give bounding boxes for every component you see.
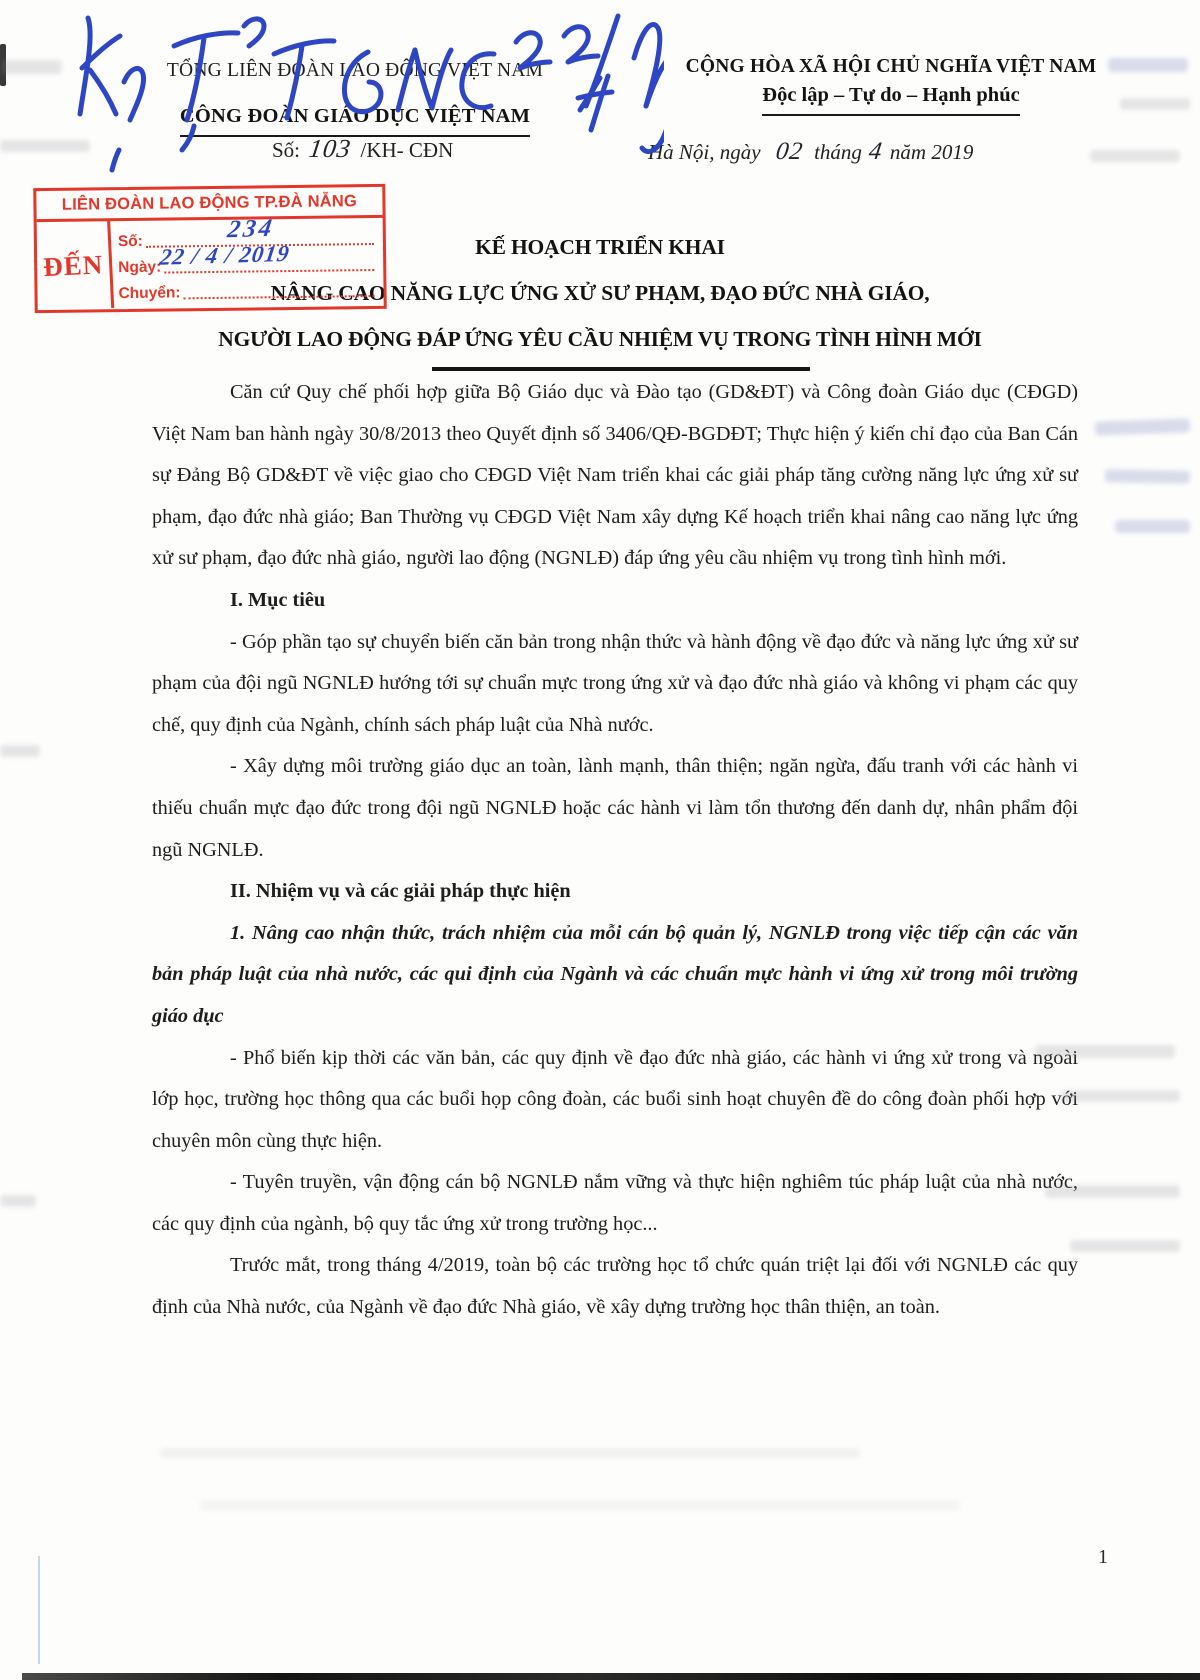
document-body [152,372,1078,1329]
date-prefix: Hà Nội, ngày [648,140,761,164]
incoming-mail-stamp [33,184,387,313]
place-and-date [648,140,973,165]
stamp-ngay-label: Ngày: [118,258,162,277]
date-day-handwritten: 02 [774,138,805,165]
section-2-paragraph-3: Trước mắt, trong tháng 4/2019, toàn bộ các trường học tổ chức quán triệt lại đối với NGNLĐ các quy định của Nhà nước, của Ngành về đạo đức Nhà giáo, về xây dựng trường học thân thiện, an toàn. [152,1254,1078,1319]
handwritten-note-blue-ink [24,2,664,192]
scan-smudge [1060,1090,1180,1102]
scan-smudge [1045,1185,1180,1198]
scan-smudge [0,745,40,757]
scan-smudge [1035,1045,1175,1058]
stamp-org-name: LIÊN ĐOÀN LAO ĐỘNG TP.ĐÀ NẴNG [36,187,382,222]
scan-smudge [200,1500,960,1510]
date-suffix: năm 2019 [889,140,974,164]
national-motto-block [608,56,1174,116]
scan-smudge [1120,98,1190,110]
scan-edge-line [38,1556,40,1664]
national-motto: Độc lập – Tự do – Hạnh phúc [762,84,1019,116]
stamp-den-label: ĐẾN [35,220,114,311]
title-line-3: NGƯỜI LAO ĐỘNG ĐÁP ỨNG YÊU CẦU NHIỆM VỤ TRONG TÌNH HÌNH MỚI [218,327,982,351]
scan-smudge [1090,150,1180,162]
doc-number-suffix: /KH- CĐN [360,138,454,162]
section-2-paragraph-2: - Tuyên truyền, vận động cán bộ NGNLĐ nắm vững và thực hiện nghiêm túc pháp luật của nhà nước, các quy định của ngành, bộ quy tắc ứng xử trong trường học... [152,1171,1078,1235]
doc-number-label: Số: [272,138,301,162]
title-line-1: KẾ HOẠCH TRIỂN KHAI [475,235,725,259]
stamp-so-handwritten: 234 [225,214,277,244]
scan-smudge [1115,520,1190,533]
scan-bottom-strip [22,1673,1200,1680]
dotted-line [183,280,374,299]
stamp-row-chuyen [118,274,375,303]
section-1-paragraph-1: - Góp phần tạo sự chuyển biến căn bản trong nhận thức và hành động về đạo đức và năng lực ứng xử sư phạm của đội ngũ NGNLĐ hướng tới sự chuẩn mực trong ứng xử và đạo đức nhà giáo và không vi phạm các quy chế, quy định của Ngành, chính sách pháp luật của Nhà nước. [152,630,1078,736]
date-month-handwritten: 4 [867,138,885,165]
intro-paragraph: Căn cứ Quy chế phối hợp giữa Bộ Giáo dục và Đào tạo (GD&ĐT) và Công đoàn Giáo dục (CĐGD) Việt Nam ban hành ngày 30/8/2013 theo Quyết định số 3406/QĐ-BGDĐT; Thực hiện ý kiến chỉ đạo của Ban Cán sự Đảng Bộ GD&ĐT về việc giao cho CĐGD Việt Nam triển khai các giải pháp tăng cường năng lực ứng xử sư phạm, đạo đức nhà giáo; Ban Thường vụ CĐGD Việt Nam xây dựng Kế hoạch triển khai nâng cao năng lực ứng xử sư phạm, đạo đức nhà giáo, người lao động (NGNLĐ) đáp ứng yêu cầu nhiệm vụ trong tình hình mới. [152,381,1078,570]
national-title: CỘNG HÒA XÃ HỘI CHỦ NGHĨA VIỆT NAM [685,56,1097,77]
scan-smudge [1095,418,1190,435]
section-2-subheading-1: 1. Nâng cao nhận thức, trách nhiệm của mỗi cán bộ quản lý, NGNLĐ trong việc tiếp cận các văn bản pháp luật của nhà nước, các qui định của Ngành và các chuẩn mực hành vi ứng xử trong môi trường giáo dục [152,921,1078,1027]
stamp-so-label: Số: [117,232,143,251]
title-underline [432,367,810,371]
scan-smudge [1108,58,1188,72]
stamp-ngay-handwritten: 22 / 4 / 2019 [158,240,292,270]
section-2-paragraph-1: - Phổ biến kịp thời các văn bản, các quy định về đạo đức nhà giáo, các hành vi ứng xử trong và ngoài lớp học, trường học thông qua các buổi họp công đoàn, các buổi sinh hoạt chuyên đề do công đoàn phối hợp với chuyên môn cùng thực hiện. [152,1046,1078,1152]
title-line-2: NÂNG CAO NĂNG LỰC ỨNG XỬ SƯ PHẠM, ĐẠO ĐỨC NHÀ GIÁO, [270,281,930,305]
section-1-heading: I. Mục tiêu [230,588,326,611]
org-name: CÔNG ĐOÀN GIÁO DỤC VIỆT NAM [180,105,530,137]
scan-smudge [1105,469,1190,483]
org-parent-name: TỔNG LIÊN ĐOÀN LAO ĐỘNG VIỆT NAM [166,60,544,81]
scan-smudge [160,1448,860,1458]
scan-smudge [1070,1240,1180,1252]
section-2-heading: II. Nhiệm vụ và các giải pháp thực hiện [230,880,571,903]
stamp-chuyen-label: Chuyển: [118,284,181,303]
section-1-paragraph-2: - Xây dựng môi trường giáo dục an toàn, lành mạnh, thân thiện; ngăn ngừa, đấu tranh với các hành vi thiếu chuẩn mực đạo đức trong đội ngũ NGNLĐ hoặc các hành vi làm tổn thương đến danh dự, nhân phẩm đội ngũ NGNLĐ. [152,755,1078,861]
doc-number-handwritten: 103 [307,134,354,163]
scan-smudge [0,1195,36,1207]
date-thang: tháng [814,140,862,164]
page-number: 1 [1098,1546,1108,1568]
